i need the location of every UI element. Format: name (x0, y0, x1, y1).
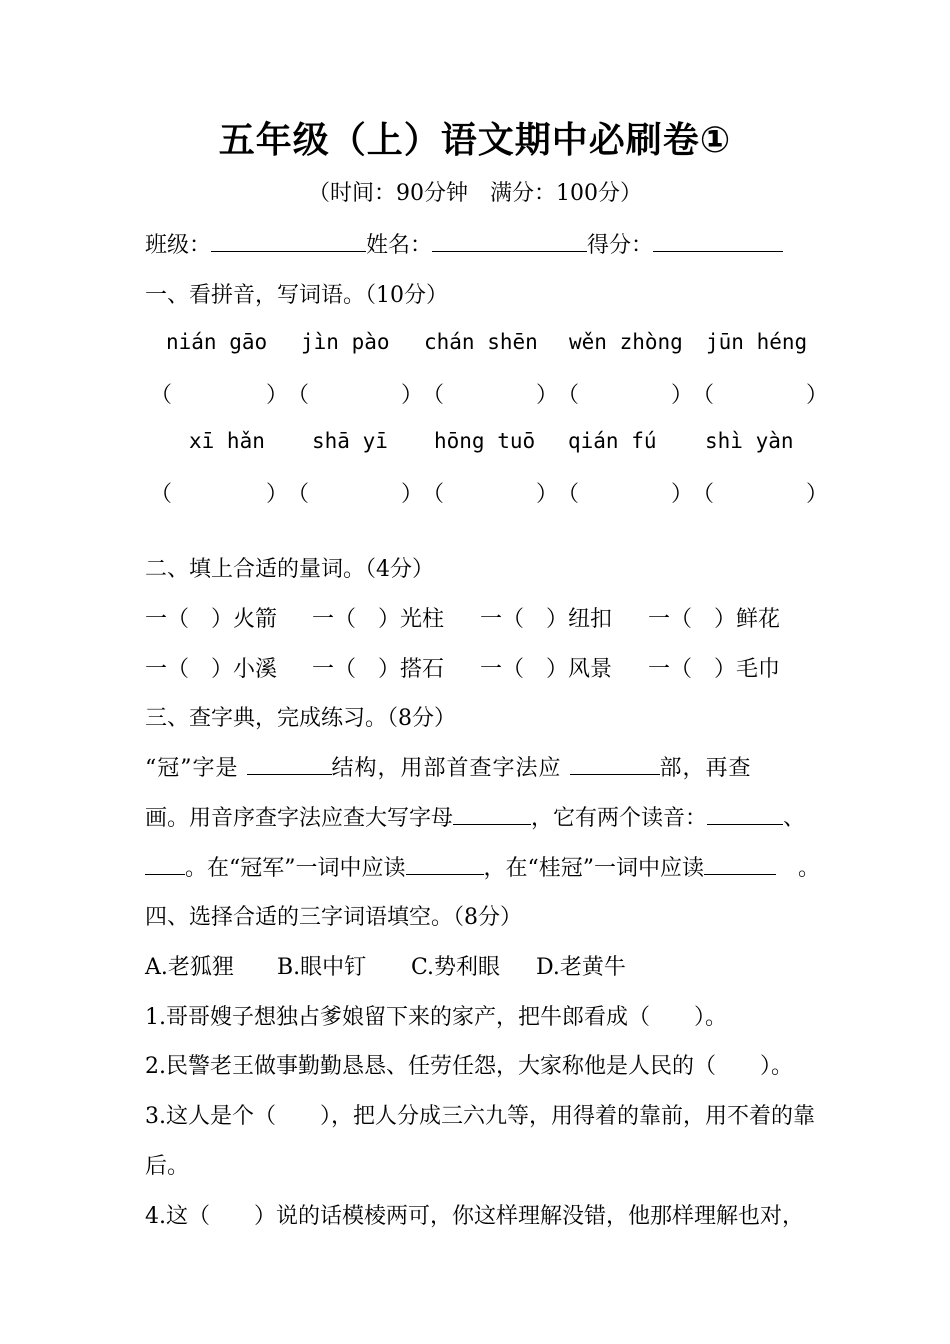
answer-bracket-open: （ (422, 482, 445, 507)
option-a: A.老狐狸 (145, 955, 234, 980)
measure-word-item: 一（ ）小溪 (145, 657, 278, 682)
pinyin-1-1: nián gāo (166, 330, 268, 354)
measure-word-item: 一（ ）鲜花 (648, 607, 781, 632)
dictionary-line-3: 。在“冠军”一词中应读 ，在“桂冠”一词中应读 。 (145, 851, 820, 882)
answer-bracket-open: （ (692, 482, 715, 507)
pinyin-1-4: wěn zhòng (569, 330, 683, 354)
name-label: 姓名： (366, 233, 433, 258)
reading-blank-4[interactable] (704, 852, 776, 875)
reading-blank-2[interactable] (145, 852, 185, 875)
dictionary-line-1: “冠”字是 结构，用部首查字法应 部，再查 (145, 751, 752, 782)
question-4: 4.这（ ）说的话模棱两可，你这样理解没错，他那样理解也对， (145, 1204, 804, 1229)
section-3-heading: 三、查字典，完成练习。（8分） (145, 706, 456, 731)
letter-blank[interactable] (453, 802, 531, 825)
answer-bracket-close: ） (806, 482, 829, 507)
pinyin-2-4: qián fú (568, 429, 657, 453)
answer-bracket-close: ） (806, 383, 829, 408)
answer-bracket-close: ） (401, 383, 424, 408)
score-field[interactable] (653, 229, 783, 252)
answer-bracket-close: ） (401, 482, 424, 507)
pinyin-1-5: jūn héng (706, 330, 808, 354)
answer-bracket-open: （ (287, 482, 310, 507)
answer-bracket-close: ） (536, 383, 559, 408)
section-2-heading: 二、填上合适的量词。（4分） (145, 557, 434, 582)
answer-bracket-close: ） (536, 482, 559, 507)
measure-word-item: 一（ ）火箭 (145, 607, 278, 632)
option-d: D.老黄牛 (536, 955, 626, 980)
answer-bracket-open: （ (150, 383, 173, 408)
answer-bracket-open: （ (692, 383, 715, 408)
section-1-heading: 一、看拼音，写词语。（10分） (145, 283, 448, 308)
question-3-continued: 后。 (145, 1154, 190, 1179)
answer-bracket-close: ） (671, 383, 694, 408)
pinyin-1-2: jìn pào (301, 330, 390, 354)
pinyin-2-3: hōng tuō (434, 429, 536, 453)
measure-word-item: 一（ ）纽扣 (480, 607, 613, 632)
dictionary-line-2: 画。用音序查字法应查大写字母 ，它有两个读音： 、 (145, 801, 805, 832)
pinyin-2-1: xī hǎn (189, 429, 265, 453)
page-title: 五年级（上）语文期中必刷卷① (218, 120, 732, 161)
question-1: 1.哥哥嫂子想独占爹娘留下来的家产，把牛郎看成（ ）。 (145, 1005, 727, 1030)
pinyin-2-2: shā yī (312, 429, 388, 453)
measure-word-item: 一（ ）毛巾 (648, 657, 781, 682)
answer-bracket-open: （ (557, 383, 580, 408)
name-field[interactable] (432, 229, 587, 252)
answer-bracket-open: （ (557, 482, 580, 507)
answer-bracket-close: ） (266, 482, 289, 507)
student-info-line (145, 228, 783, 259)
reading-blank-3[interactable] (406, 852, 484, 875)
answer-bracket-open: （ (422, 383, 445, 408)
option-c: C.势利眼 (411, 955, 501, 980)
reading-blank-1[interactable] (707, 802, 783, 825)
exam-subtitle: （时间：90分钟 满分：100分） (308, 181, 642, 206)
question-3: 3.这人是个（ ），把人分成三六九等，用得着的靠前，用不着的靠 (145, 1104, 815, 1129)
answer-bracket-open: （ (150, 482, 173, 507)
pinyin-2-5: shì yàn (705, 429, 794, 453)
answer-bracket-close: ） (266, 383, 289, 408)
answer-bracket-close: ） (671, 482, 694, 507)
radical-blank[interactable] (570, 752, 660, 775)
class-label: 班级： (145, 233, 212, 258)
measure-word-item: 一（ ）风景 (480, 657, 613, 682)
structure-blank[interactable] (247, 752, 332, 775)
measure-word-item: 一（ ）光柱 (312, 607, 445, 632)
question-2: 2.民警老王做事勤勤恳恳、任劳任怨，大家称他是人民的（ ）。 (145, 1054, 793, 1079)
score-label: 得分： (587, 233, 654, 258)
answer-bracket-open: （ (287, 383, 310, 408)
pinyin-1-3: chán shēn (424, 330, 538, 354)
section-4-heading: 四、选择合适的三字词语填空。（8分） (145, 905, 522, 930)
option-b: B.眼中钉 (277, 955, 367, 980)
measure-word-item: 一（ ）搭石 (312, 657, 445, 682)
class-field[interactable] (211, 229, 366, 252)
